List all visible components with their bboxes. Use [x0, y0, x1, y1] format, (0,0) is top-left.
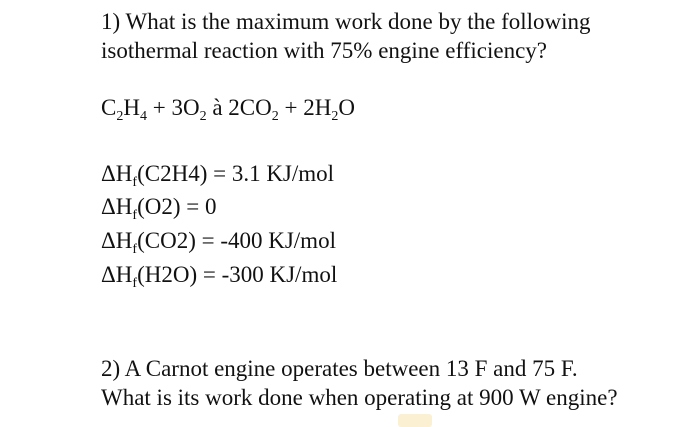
formation-subscript: f [132, 276, 138, 291]
delta-h-label: ΔH [101, 228, 133, 253]
delta-h-label: ΔH [101, 262, 133, 287]
delta-h-label: ΔH [101, 194, 133, 219]
eq-sub-4: 4 [139, 109, 147, 124]
enthalpy-o2 [101, 193, 216, 221]
reaction-equation [101, 94, 355, 122]
enthalpy-value: (C2H4) = 3.1 KJ/mol [137, 161, 335, 186]
eq-sub-co2: 2 [271, 109, 279, 124]
delta-h-label: ΔH [101, 161, 133, 186]
formation-subscript: f [132, 175, 138, 190]
enthalpy-h2o [101, 261, 337, 289]
eq-h: H [123, 95, 140, 120]
enthalpy-c2h4 [101, 160, 334, 188]
enthalpy-value: (O2) = 0 [137, 194, 217, 219]
eq-sub-o2: 2 [199, 109, 207, 124]
formation-subscript: f [132, 208, 138, 223]
enthalpy-co2 [101, 227, 336, 255]
formation-subscript: f [132, 242, 138, 257]
eq-c: C [101, 95, 117, 120]
question-2-line-2: What is its work done when operating at 900 W engine? [101, 385, 618, 410]
question-1-line-2: isothermal reaction with 75% engine efficiency? [101, 38, 547, 63]
eq-plus-2h: + 2H [278, 95, 332, 120]
highlight-mark [398, 414, 432, 427]
eq-plus-3o: + 3O [146, 95, 200, 120]
eq-sub-h2: 2 [331, 109, 339, 124]
eq-arrow-2co: à 2CO [206, 95, 272, 120]
question-2-line-1: 2) A Carnot engine operates between 13 F and 75 F. [101, 356, 578, 381]
enthalpy-value: (CO2) = -400 KJ/mol [137, 228, 336, 253]
enthalpy-value: (H2O) = -300 KJ/mol [137, 262, 338, 287]
eq-o: O [338, 95, 355, 120]
question-1-line-1: 1) What is the maximum work done by the following [101, 9, 591, 34]
eq-sub-2: 2 [116, 109, 124, 124]
